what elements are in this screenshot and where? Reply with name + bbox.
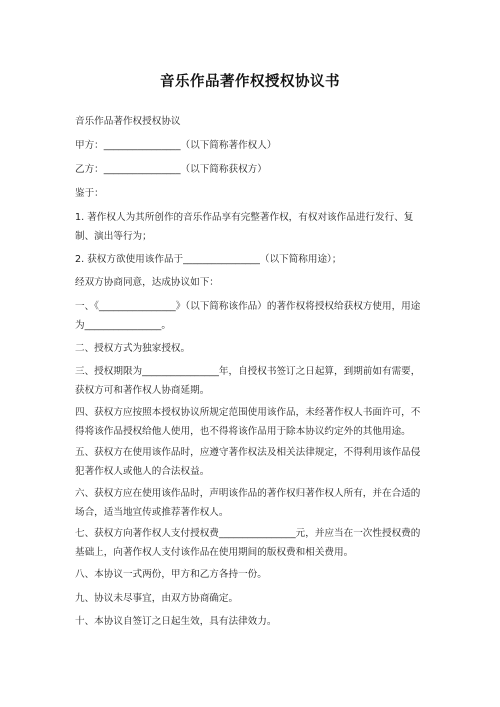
paragraph-clause-3: 三、授权期限为________________年，自授权书签订之日起算，到期前如有需要，获权方可和著作权人协商延期。 bbox=[75, 366, 421, 396]
paragraph-clause-9: 九、协议未尽事宜，由双方协商确定。 bbox=[75, 593, 239, 604]
document-title: 音乐作品著作权授权协议书 bbox=[160, 74, 340, 90]
paragraph-clause-7: 七、获权方向著作权人支付授权费________________元，并应当在一次性授权费的基础上，向著作权人支付该作品在使用期间的版权费和相关费用。 bbox=[75, 528, 421, 558]
paragraph-clause-2: 二、授权方式为独家授权。 bbox=[75, 343, 191, 354]
paragraph-clause-4: 四、获权方应按照本授权协议所规定范围使用该作品，未经著作权人书面许可，不得将该作品授权给他人使用，也不得将该作品用于除本协议约定外的其他用途。 bbox=[75, 407, 421, 437]
paragraph-clause-6: 六、获权方应在使用该作品时，声明该作品的著作权归著作权人所有，并在合适的场合，适当地宣传或推荐著作权人。 bbox=[75, 488, 421, 518]
paragraph-recital-2: 2. 获权方欲使用该作品于________________（以下简称用途）； bbox=[75, 254, 342, 265]
paragraph-recital-1: 1. 著作权人为其所创作的音乐作品享有完整著作权，有权对该作品进行发行、复制、演出等行为； bbox=[75, 212, 414, 242]
paragraph-party-b: 乙方：________________（以下简称获权方） bbox=[75, 164, 267, 175]
paragraph-subtitle: 音乐作品著作权授权协议 bbox=[75, 116, 181, 127]
paragraph-whereas: 鉴于： bbox=[75, 188, 104, 199]
paragraph-clause-1: 一、《________________》（以下简称该作品）的著作权将授权给获权方使用，用途为________________。 bbox=[75, 301, 421, 331]
paragraph-party-a: 甲方：________________（以下简称著作权人） bbox=[75, 140, 277, 151]
paragraph-agreement-intro: 经双方协商同意，达成协议如下： bbox=[75, 277, 219, 288]
paragraph-clause-5: 五、获权方在使用该作品时，应遵守著作权法及相关法律规定，不得利用该作品侵犯著作权人或他人的合法权益。 bbox=[75, 447, 421, 477]
paragraph-clause-8: 八、本协议一式两份，甲方和乙方各持一份。 bbox=[75, 569, 267, 580]
paragraph-clause-10: 十、本协议自签订之日起生效，具有法律效力。 bbox=[75, 616, 277, 627]
